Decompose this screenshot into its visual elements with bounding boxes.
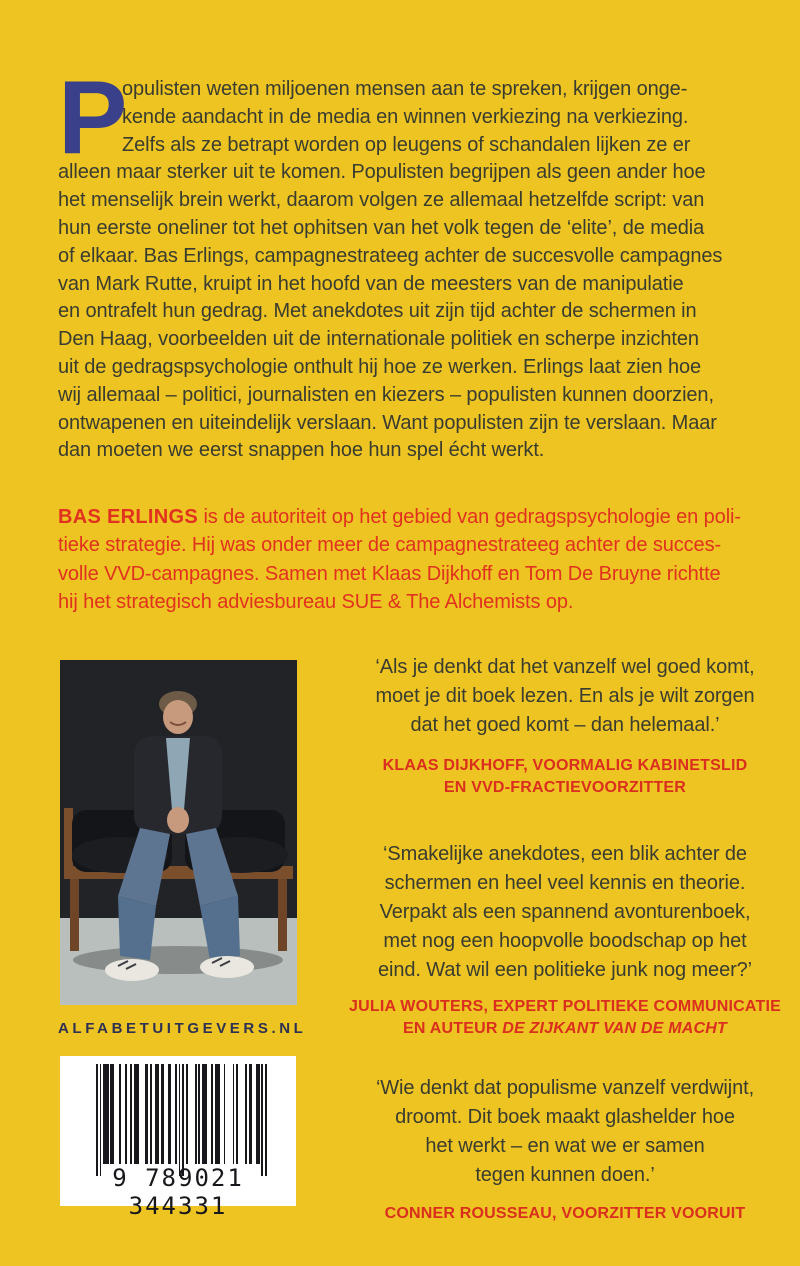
author-photo-graphic: [60, 660, 297, 1005]
attribution-line: JULIA WOUTERS, EXPERT POLITIEKE COMMUNICATIE: [349, 998, 781, 1015]
text-line: schermen en heel veel kennis en theorie.: [384, 872, 746, 894]
text-line: wij allemaal – politici, journalisten en kiezers – populisten kunnen doorzien,: [58, 383, 714, 406]
text-line: tieke strategie. Hij was onder meer de campagnestrateeg achter de succes-: [58, 534, 722, 557]
bio-line-rest: is de autoriteit op het gebied van gedragspsychologie en poli-: [197, 506, 741, 528]
text-line: uit de gedragspsychologie onthult hij hoe ze werken. Erlings laat zien hoe: [58, 355, 702, 378]
attribution-prefix: EN AUTEUR: [403, 1019, 503, 1037]
quote-1: [332, 653, 798, 740]
isbn-barcode: [60, 1056, 296, 1220]
text-line: ‘Wie denkt dat populisme vanzelf verdwijnt,: [375, 1077, 755, 1099]
text-line: dat het goed komt – dan helemaal.’: [410, 714, 720, 736]
isbn-number: 9 789021 344331: [112, 1164, 244, 1220]
attribution-book-title: DE ZIJKANT VAN DE MACHT: [502, 1019, 727, 1037]
text-line: hij het strategisch adviesbureau SUE & The Alchemists op.: [58, 591, 574, 614]
text-line: eind. Wat wil een politieke junk nog meer?’: [377, 959, 753, 981]
text-line: hun eerste oneliner tot het ophitsen van het volk tegen de ‘elite’, de media: [58, 216, 705, 239]
text-line: droomt. Dit boek maakt glashelder hoe: [395, 1106, 735, 1128]
text-line: ‘Smakelijke anekdotes, een blik achter de: [383, 843, 747, 865]
text-line: alleen maar sterker uit te komen. Populisten begrijpen als geen ander hoe: [58, 161, 706, 184]
quote-1-attribution: [332, 755, 798, 798]
text-line: het menselijk brein werkt, daarom volgen ze allemaal hetzelfde script: van: [58, 189, 705, 212]
text-line: opulisten weten miljoenen mensen aan te spreken, krijgen onge-: [122, 78, 688, 100]
quote-2-attribution: [332, 996, 798, 1039]
barcode-bar: [265, 1064, 267, 1176]
quote-3: [332, 1074, 798, 1190]
quote-3-attribution: [332, 1203, 798, 1225]
text-line: Den Haag, voorbeelden uit de internationale politiek en scherpe inzichten: [58, 328, 699, 351]
text-line: kende aandacht in de media en winnen verkiezing na verkiezing.: [122, 105, 689, 128]
text-line: en ontrafelt hun gedrag. Met anekdotes uit zijn tijd achter de schermen in: [58, 300, 697, 323]
text-line: volle VVD-campagnes. Samen met Klaas Dijkhoff en Tom De Bruyne richtte: [58, 562, 721, 585]
text-line: het werkt – en wat we er samen: [425, 1135, 705, 1157]
attribution-line: CONNER ROUSSEAU, VOORZITTER VOORUIT: [384, 1205, 746, 1222]
text-line: Verpakt als een spannend avonturenboek,: [379, 901, 751, 923]
text-line: tegen kunnen doen.’: [475, 1164, 655, 1186]
text-line: met nog een hoopvolle boodschap op het: [383, 930, 747, 952]
text-line: van Mark Rutte, kruipt in het hoofd van de meesters van de manipulatie: [58, 272, 684, 295]
bio-text: [58, 531, 763, 616]
barcode-bars: [96, 1064, 268, 1180]
text-line: Zelfs als ze betrapt worden op leugens of schandalen lijken ze er: [122, 133, 691, 156]
attribution-line: [332, 1018, 798, 1040]
text-line: moet je dit boek lezen. En als je wilt zorgen: [375, 685, 755, 707]
attribution-line: EN VVD-FRACTIEVOORZITTER: [443, 778, 687, 796]
bio-line: [58, 503, 763, 531]
attribution-line: KLAAS DIJKHOFF, VOORMALIG KABINETSLID: [382, 757, 748, 774]
blurb-text: [58, 60, 763, 465]
text-line: dan moeten we eerst snappen hoe hun spel écht werkt.: [58, 439, 545, 462]
drop-cap-letter: P: [58, 60, 126, 176]
text-line: ‘Als je denkt dat het vanzelf wel goed komt,: [375, 656, 755, 678]
author-bio-section: [58, 503, 763, 617]
text-line: ontwapenen en uiteindelijk verslaan. Want populisten zijn te verslaan. Maar: [58, 411, 717, 434]
quote-2: [332, 840, 798, 985]
author-name: BAS ERLINGS: [58, 506, 198, 528]
blurb-section: [58, 60, 763, 465]
author-photo: [60, 660, 297, 1005]
text-line: of elkaar. Bas Erlings, campagnestrateeg achter de succesvolle campagnes: [58, 244, 723, 267]
publisher-url: ALFABETUITGEVERS.NL: [58, 1020, 307, 1037]
endorsements-column: [332, 653, 798, 1225]
